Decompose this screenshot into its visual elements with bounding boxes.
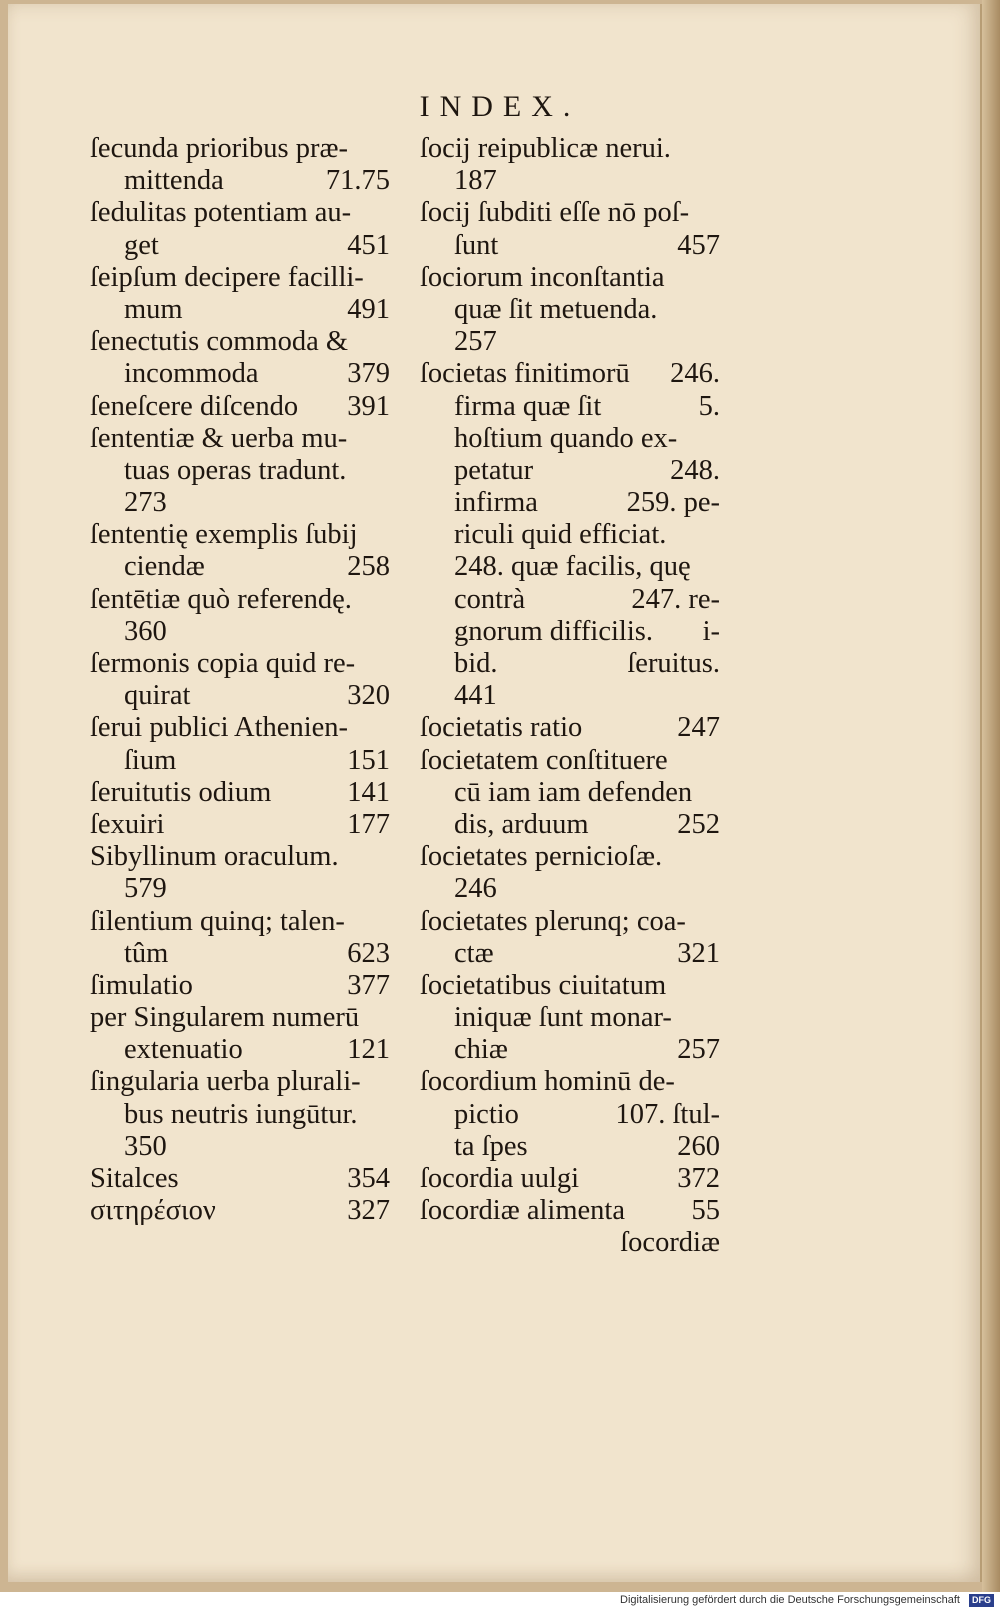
- index-term: ſimulatio: [90, 969, 193, 1001]
- index-term: Sitalces: [90, 1163, 179, 1194]
- index-term: ſocordium hominū de-: [420, 1066, 675, 1098]
- index-term: get: [124, 229, 159, 261]
- index-entry: [90, 712, 390, 744]
- index-entry: [420, 1099, 720, 1131]
- index-term: ſedulitas potentiam au-: [90, 197, 352, 229]
- page-reference: 151: [347, 744, 390, 776]
- page-reference: 377: [347, 969, 390, 1001]
- index-entry: [90, 1034, 390, 1066]
- index-entry: [420, 873, 720, 905]
- page-reference: 321: [677, 937, 720, 969]
- index-entry: [90, 165, 390, 197]
- index-term: infirma: [454, 487, 538, 519]
- index-entry: [90, 970, 390, 1002]
- page-reference: 379: [347, 358, 390, 390]
- index-term: gnorum difficilis.: [454, 615, 653, 647]
- page-reference: 259. pe-: [626, 487, 720, 519]
- index-entry: [90, 938, 390, 970]
- index-term: mum: [124, 293, 183, 325]
- page-reference: 372: [677, 1163, 720, 1194]
- index-term: ſermonis copia quid re-: [90, 648, 356, 679]
- index-entry: [90, 841, 390, 873]
- page-reference: 5.: [698, 390, 720, 422]
- index-entry: [90, 1195, 390, 1227]
- index-term: ſententię exemplis ſubij: [90, 519, 358, 551]
- index-term: ſenectutis commoda &: [90, 326, 349, 358]
- page-reference: 141: [347, 776, 390, 808]
- index-term: cū iam iam defenden: [454, 776, 693, 808]
- index-term: ſeruitutis odium: [90, 776, 272, 808]
- index-entry: [420, 519, 720, 551]
- page-reference: 260: [677, 1130, 720, 1162]
- catchword-text: ſocordiæ: [620, 1227, 720, 1259]
- index-term: ſocietates pernicioſæ.: [420, 841, 663, 873]
- index-entry: [420, 423, 720, 455]
- index-entry: [90, 680, 390, 712]
- index-entry: [90, 133, 390, 165]
- footer-bar: [0, 1592, 1000, 1609]
- index-entry: [420, 551, 720, 583]
- page-reference: 327: [347, 1195, 390, 1227]
- page-reference: 71.75: [325, 165, 390, 197]
- index-term: ſocij ſubditi eſſe nō poſ-: [420, 197, 690, 229]
- index-term: ſocietas finitimorū: [420, 358, 630, 390]
- index-term: ſocordia uulgi: [420, 1163, 580, 1194]
- index-term: dis, arduum: [454, 808, 589, 840]
- index-entry: [420, 391, 720, 423]
- index-entry: [420, 165, 720, 197]
- index-term: 187: [454, 165, 497, 197]
- index-entry: [90, 423, 390, 455]
- index-term: 441: [454, 680, 497, 712]
- catchword: [420, 1227, 720, 1259]
- index-entry: [420, 1131, 720, 1163]
- page-reference: 121: [347, 1034, 390, 1066]
- book-edge: [982, 0, 1000, 1592]
- index-term: ſocietates plerunq; coa-: [420, 905, 686, 937]
- index-entry: [90, 648, 390, 680]
- index-term: ſexuiri: [90, 808, 165, 840]
- index-entry: [420, 133, 720, 165]
- index-entry: [420, 616, 720, 648]
- index-term: firma quæ ſit: [454, 390, 602, 422]
- page-reference: i-: [702, 615, 720, 647]
- index-term: ſeipſum decipere facilli-: [90, 261, 364, 293]
- index-entry: [420, 938, 720, 970]
- right-index-column: [420, 133, 720, 1260]
- index-entry: [90, 1131, 390, 1163]
- index-entry: [90, 262, 390, 294]
- index-term: mittenda: [124, 165, 224, 197]
- index-term: ſocij reipublicæ nerui.: [420, 133, 671, 164]
- page-reference: 623: [347, 937, 390, 969]
- page-reference: 491: [347, 293, 390, 325]
- index-entry: [90, 777, 390, 809]
- index-term: quirat: [124, 680, 191, 712]
- index-term: per Singularem numerū: [90, 1002, 360, 1034]
- page-reference: 246.: [670, 358, 720, 390]
- index-entry: [90, 616, 390, 648]
- page-reference: 354: [347, 1163, 390, 1194]
- index-term: ciendæ: [124, 551, 205, 583]
- index-term: ſocietatem conſtituere: [420, 744, 668, 776]
- index-entry: [420, 648, 720, 680]
- index-entry: [420, 584, 720, 616]
- index-entry: [90, 358, 390, 390]
- index-term: ſecunda prioribus præ-: [90, 133, 349, 164]
- index-entry: [90, 906, 390, 938]
- page-reference: 247. re-: [631, 583, 720, 615]
- index-entry: [420, 906, 720, 938]
- page-reference: 257: [677, 1034, 720, 1066]
- footer-credit: Digitalisierung gefördert durch die Deutsche Forschungsgemeinschaft: [620, 1594, 960, 1606]
- index-entry: [90, 1002, 390, 1034]
- index-term: ſium: [124, 744, 177, 776]
- dfg-logo-icon: DFG: [969, 1594, 994, 1607]
- index-term: extenuatio: [124, 1034, 243, 1066]
- index-term: bus neutris iungūtur.: [124, 1098, 358, 1130]
- index-entry: [420, 294, 720, 326]
- index-term: 273: [124, 487, 167, 519]
- index-term: incommoda: [124, 358, 259, 390]
- index-entry: [420, 197, 720, 229]
- index-entry: [420, 230, 720, 262]
- index-entry: [420, 745, 720, 777]
- index-term: ctæ: [454, 937, 494, 969]
- index-term: hoſtium quando ex-: [454, 422, 678, 454]
- index-entry: [420, 680, 720, 712]
- index-entry: [90, 1099, 390, 1131]
- index-entry: [420, 841, 720, 873]
- index-entry: [420, 1195, 720, 1227]
- page-reference: ſeruitus.: [627, 648, 720, 679]
- index-term: ta ſpes: [454, 1130, 528, 1162]
- left-index-column: [90, 133, 390, 1227]
- index-term: ſocietatis ratio: [420, 712, 583, 744]
- page-reference: 107. ſtul-: [615, 1098, 720, 1130]
- index-term: ſocordiæ alimenta: [420, 1195, 625, 1227]
- index-term: 257: [454, 326, 497, 358]
- index-term: ſingularia uerba plurali-: [90, 1066, 361, 1098]
- index-term: riculi quid efficiat.: [454, 519, 667, 551]
- index-entry: [90, 873, 390, 905]
- page-header: INDEX.: [419, 90, 581, 123]
- index-term: 248. quæ facilis, quę: [454, 551, 691, 583]
- index-term: petatur: [454, 454, 534, 486]
- index-term: bid.: [454, 648, 498, 679]
- index-entry: [420, 970, 720, 1002]
- index-term: ſunt: [454, 229, 499, 261]
- index-entry: [420, 358, 720, 390]
- index-term: ſententiæ & uerba mu-: [90, 422, 348, 454]
- page-reference: 451: [347, 229, 390, 261]
- index-entry: [420, 1002, 720, 1034]
- index-term: 579: [124, 873, 167, 905]
- page-reference: 55: [691, 1195, 720, 1227]
- page-reference: 457: [677, 229, 720, 261]
- index-entry: [420, 809, 720, 841]
- index-entry: [90, 326, 390, 358]
- index-term: chiæ: [454, 1034, 508, 1066]
- index-term: 360: [124, 615, 167, 647]
- index-entry: [90, 1163, 390, 1195]
- index-term: iniquæ ſunt monar-: [454, 1002, 672, 1034]
- index-entry: [420, 1163, 720, 1195]
- index-term: ſociorum inconſtantia: [420, 261, 665, 293]
- page-reference: 248.: [670, 454, 720, 486]
- index-term: pictio: [454, 1098, 519, 1130]
- index-entry: [420, 712, 720, 744]
- index-entry: [90, 519, 390, 551]
- index-term: σιτηρέσιον: [90, 1195, 216, 1227]
- page-reference: 177: [347, 808, 390, 840]
- index-entry: [420, 262, 720, 294]
- index-term: ſocietatibus ciuitatum: [420, 969, 667, 1001]
- index-term: ſentētiæ quò referendę.: [90, 583, 352, 615]
- index-term: ſeneſcere diſcendo: [90, 390, 299, 422]
- index-term: 350: [124, 1130, 167, 1162]
- index-entry: [420, 326, 720, 358]
- page-reference: 252: [677, 808, 720, 840]
- index-entry: [90, 584, 390, 616]
- index-entry: [420, 487, 720, 519]
- index-entry: [90, 197, 390, 229]
- page-reference: 258: [347, 551, 390, 583]
- index-term: ſerui publici Athenien-: [90, 712, 349, 744]
- index-entry: [90, 455, 390, 487]
- index-entry: [420, 1066, 720, 1098]
- index-entry: [90, 745, 390, 777]
- index-entry: [90, 809, 390, 841]
- index-term: 246: [454, 873, 497, 905]
- index-term: ſilentium quinq; talen-: [90, 905, 345, 937]
- page-reference: 320: [347, 680, 390, 712]
- index-term: contrà: [454, 583, 526, 615]
- index-term: Sibyllinum oraculum.: [90, 841, 339, 873]
- index-entry: [90, 391, 390, 423]
- index-term: tûm: [124, 937, 169, 969]
- index-term: tuas operas tradunt.: [124, 454, 347, 486]
- page-reference: 247: [677, 712, 720, 744]
- index-entry: [90, 294, 390, 326]
- index-entry: [90, 230, 390, 262]
- index-entry: [90, 551, 390, 583]
- index-entry: [420, 455, 720, 487]
- index-entry: [90, 1066, 390, 1098]
- index-term: quæ ſit metuenda.: [454, 293, 658, 325]
- index-entry: [90, 487, 390, 519]
- index-entry: [420, 777, 720, 809]
- page-reference: 391: [347, 390, 390, 422]
- index-entry: [420, 1034, 720, 1066]
